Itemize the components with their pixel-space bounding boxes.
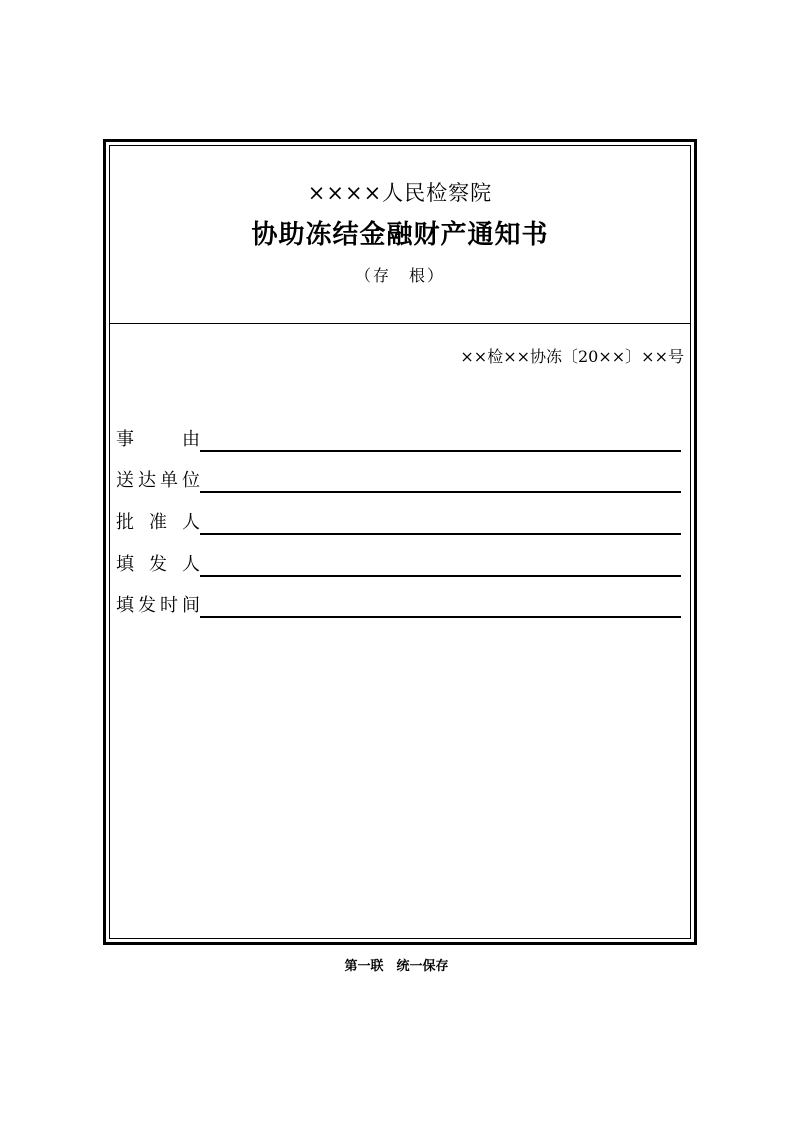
document-number: ××检××协冻〔20××〕××号 — [460, 347, 684, 366]
field-input-line-issue-date[interactable] — [200, 616, 681, 618]
field-label-char: 事 — [116, 429, 134, 450]
document-subtitle: （存 根） — [354, 266, 445, 285]
field-label-char: 填 — [116, 595, 134, 616]
field-label-char: 送 — [116, 470, 134, 491]
field-label-issuer — [116, 553, 200, 577]
field-input-line-issuer[interactable] — [200, 575, 681, 577]
field-label-char: 位 — [182, 470, 200, 491]
document-outer-frame — [103, 139, 697, 945]
field-input-line-reason[interactable] — [200, 450, 681, 452]
field-label-reason — [116, 428, 200, 452]
field-row-issue-date — [116, 594, 681, 618]
document-inner-frame — [109, 145, 691, 939]
field-label-char: 准 — [149, 512, 167, 533]
field-label-char: 填 — [116, 554, 134, 575]
document-header — [110, 146, 690, 324]
field-label-recipient — [116, 469, 200, 493]
field-label-approver — [116, 511, 200, 535]
footer-note: 第一联 统一保存 — [344, 959, 449, 974]
field-label-char: 单 — [160, 470, 178, 491]
field-label-char: 发 — [138, 595, 156, 616]
field-label-issue-date — [116, 594, 200, 618]
field-label-char: 人 — [182, 554, 200, 575]
field-row-reason — [116, 428, 681, 452]
field-label-char: 达 — [138, 470, 156, 491]
field-label-char: 时 — [160, 595, 178, 616]
field-row-issuer — [116, 553, 681, 577]
field-label-char: 发 — [149, 554, 167, 575]
field-label-char: 人 — [182, 512, 200, 533]
field-row-approver — [116, 511, 681, 535]
field-label-char: 间 — [182, 595, 200, 616]
field-label-char: 由 — [182, 429, 200, 450]
field-input-line-recipient[interactable] — [200, 491, 681, 493]
document-title: 协助冻结金融财产通知书 — [251, 220, 549, 250]
field-row-recipient — [116, 469, 681, 493]
field-label-char: 批 — [116, 512, 134, 533]
organization-name: ××××人民检察院 — [307, 181, 493, 205]
field-input-line-approver[interactable] — [200, 533, 681, 535]
